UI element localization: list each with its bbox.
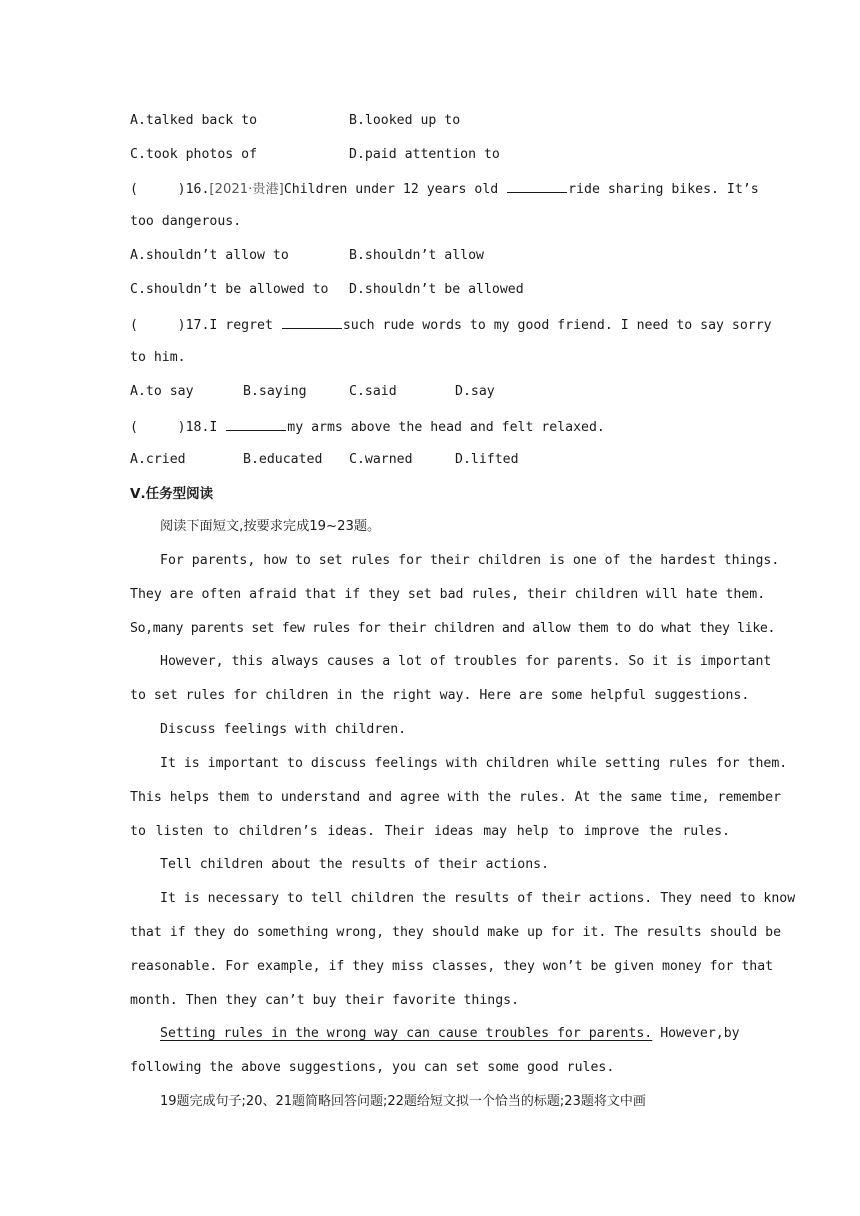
passage-p5-line2: following the above suggestions, you can set some good rules. <box>130 1060 615 1075</box>
q16-source: [2021·贵港] <box>209 182 284 197</box>
passage-subheading-2: Tell children about the results of their actions. <box>160 857 550 872</box>
q18-answer-paren[interactable]: ( ) <box>130 420 186 435</box>
passage-p3-line2: This helps them to understand and agree with the rules. At the same time, remember <box>130 790 782 805</box>
q18-option-a: A.cried <box>130 452 186 467</box>
passage-subheading-1: Discuss feelings with children. <box>160 722 407 737</box>
q18-stem <box>130 416 730 436</box>
section-instruction: 阅读下面短文,按要求完成19~23题。 <box>160 519 381 534</box>
q15-option-a: A.talked back to <box>130 113 258 128</box>
q18-option-b: B.educated <box>243 452 323 467</box>
section-heading: Ⅴ.任务型阅读 <box>130 486 214 502</box>
passage-p1-line3: So,many parents set few rules for their children and allow them to do what they like. <box>130 621 776 636</box>
q17-stem <box>130 314 772 334</box>
q16-answer-paren[interactable]: ( ) <box>130 182 186 197</box>
q16-stem <box>130 178 759 198</box>
q15-options-row2 <box>130 145 730 165</box>
q18-text-after: my arms above the head and felt relaxed. <box>287 420 605 435</box>
q16-text-before: Children under 12 years old <box>283 182 507 197</box>
task-instructions: 19题完成句子;20、21题简略回答问题;22题给短文拟一个恰当的标题;23题将文中画 <box>160 1094 646 1109</box>
q17-options <box>130 382 730 402</box>
underlined-sentence: Setting rules in the wrong way can cause troubles for parents. <box>160 1026 653 1041</box>
passage-p2-line1: However, this always causes a lot of troubles for parents. So it is important <box>160 654 772 669</box>
q16-stem-line2: too dangerous. <box>130 214 242 229</box>
q16-number: 16. <box>185 182 210 197</box>
q17-option-c: C.said <box>349 384 397 399</box>
q15-option-d: D.paid attention to <box>349 147 500 162</box>
passage-p4-line1: It is necessary to tell children the results of their actions. They need to know <box>160 891 796 906</box>
q17-text-after: such rude words to my good friend. I need to say sorry <box>342 318 772 333</box>
q16-option-d: D.shouldn’t be allowed <box>349 282 524 297</box>
q16-options-row2 <box>130 280 730 300</box>
q16-option-c: C.shouldn’t be allowed to <box>130 282 329 297</box>
passage-p4-line4: month. Then they can’t buy their favorite things. <box>130 993 520 1008</box>
passage-p5-rest: However,by <box>652 1026 740 1041</box>
q16-option-b: B.shouldn’t allow <box>349 248 484 263</box>
q18-option-c: C.warned <box>349 452 413 467</box>
q17-option-b: B.saying <box>243 384 307 399</box>
q15-option-b: B.looked up to <box>349 113 461 128</box>
passage-p2-line2: to set rules for children in the right way. Here are some helpful suggestions. <box>130 688 750 703</box>
passage-p3-line1: It is important to discuss feelings with children while setting rules for them. <box>160 756 788 771</box>
q15-options-row1 <box>130 111 730 131</box>
q17-option-a: A.to say <box>130 384 194 399</box>
passage-p1-line2: They are often afraid that if they set bad rules, their children will hate them. <box>130 587 766 602</box>
q15-option-c: C.took photos of <box>130 147 258 162</box>
q17-option-d: D.say <box>455 384 495 399</box>
passage-p5-line1 <box>160 1024 740 1044</box>
passage-p4-line2: that if they do something wrong, they should make up for it. The results should be <box>130 925 782 940</box>
q17-answer-paren[interactable]: ( ) <box>130 318 186 333</box>
q17-text-before: 17.I regret <box>185 318 281 333</box>
q16-blank[interactable] <box>507 178 567 193</box>
q17-stem-line2: to him. <box>130 350 186 365</box>
q16-text-after: ride sharing bikes. It’s <box>568 182 759 197</box>
passage-p4-line3: reasonable. For example, if they miss classes, they won’t be given money for that <box>130 959 774 974</box>
q16-options-row1 <box>130 246 730 266</box>
q16-option-a: A.shouldn’t allow to <box>130 248 289 263</box>
q18-text-before: 18.I <box>185 420 226 435</box>
passage-p3-line3: to listen to children’s ideas. Their ideas may help to improve the rules. <box>130 824 730 839</box>
passage-p1-line1: For parents, how to set rules for their children is one of the hardest things. <box>160 553 780 568</box>
q17-blank[interactable] <box>282 314 342 329</box>
q18-option-d: D.lifted <box>455 452 519 467</box>
q18-options <box>130 450 730 470</box>
q18-blank[interactable] <box>226 416 286 431</box>
